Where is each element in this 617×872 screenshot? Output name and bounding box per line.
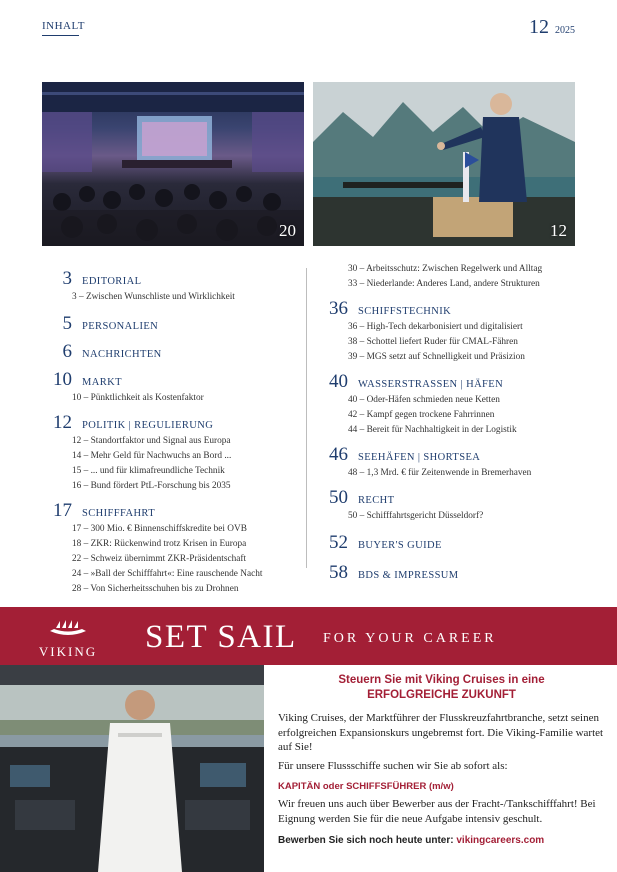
- photo-page-number: 12: [550, 221, 567, 240]
- toc-section-title: SCHIFFSTECHNIK: [358, 306, 452, 317]
- ad-banner[interactable]: [0, 607, 617, 665]
- toc-section-title: SEEHÄFEN | SHORTSEA: [358, 452, 481, 463]
- toc-page-number: 52: [329, 532, 348, 553]
- toc-section-title: BUYER'S GUIDE: [358, 540, 442, 551]
- toc-entry[interactable]: 38 – Schottel liefert Ruder für CMAL-Fähren: [348, 337, 518, 347]
- ad-paragraph-intro: Viking Cruises, der Marktführer der Flusskreuzfahrtbranche, setzt seinen erfolgreichen Expansionskurs ungebremst fort. Die Viking-Familie wartet auf Sie!: [278, 712, 604, 753]
- toc-entry[interactable]: 14 – Mehr Geld für Nachwuchs an Bord ...: [72, 451, 232, 461]
- toc-page-number: 10: [53, 369, 72, 390]
- toc-section-title: MARKT: [82, 377, 122, 388]
- ad-title-line2: ERFOLGREICHE ZUKUNFT: [367, 689, 516, 701]
- toc-entry[interactable]: 50 – Schifffahrtsgericht Düsseldorf?: [348, 511, 484, 521]
- toc-page-number: 12: [53, 412, 72, 433]
- ad-headline-small: FOR YOUR CAREER: [323, 631, 497, 646]
- toc-entry[interactable]: 16 – Bund fördert PtL-Forschung bis 2035: [72, 481, 231, 491]
- toc-entry[interactable]: 30 – Arbeitsschutz: Zwischen Regelwerk und Alltag: [348, 264, 543, 274]
- issue-number: 12: [529, 16, 549, 38]
- toc-entry[interactable]: 24 – »Ball der Schifffahrt«: Eine rauschende Nacht: [72, 569, 263, 579]
- toc-section-buyers-guide[interactable]: [318, 532, 588, 554]
- toc-section-politik[interactable]: [42, 412, 298, 434]
- toc-entry[interactable]: 17 – 300 Mio. € Binnenschiffskredite bei OVB: [72, 524, 247, 534]
- viking-logo: [32, 619, 104, 660]
- toc-section-title: SCHIFFFAHRT: [82, 508, 156, 519]
- toc-section-title: NACHRICHTEN: [82, 349, 162, 360]
- toc-page-number: 40: [329, 371, 348, 392]
- ad-apply-link[interactable]: vikingcareers.com: [456, 835, 545, 846]
- toc-section-title: POLITIK | REGULIERUNG: [82, 420, 214, 431]
- toc-entry[interactable]: 40 – Oder-Häfen schmieden neue Ketten: [348, 395, 500, 405]
- section-label: INHALT: [42, 20, 85, 36]
- toc-section-schiffstechnik[interactable]: [318, 298, 588, 320]
- toc-section-title: RECHT: [358, 495, 395, 506]
- photo-page-number: 20: [279, 221, 296, 240]
- toc-entry[interactable]: 28 – Von Sicherheitsschuhen bis zu Drohnen: [72, 584, 239, 594]
- toc-entry[interactable]: 44 – Bereit für Nachhaltigkeit in der Logistik: [348, 425, 517, 435]
- toc-section-markt[interactable]: [42, 369, 298, 391]
- toc-entry[interactable]: 18 – ZKR: Rückenwind trotz Krisen in Europa: [72, 539, 247, 549]
- toc-page-number: 58: [329, 562, 348, 583]
- toc-entry[interactable]: 10 – Pünktlichkeit als Kostenfaktor: [72, 393, 204, 403]
- toc-entry[interactable]: 39 – MGS setzt auf Schnelligkeit und Präsizion: [348, 352, 525, 362]
- ad-title-line1: Steuern Sie mit Viking Cruises in eine: [338, 674, 545, 686]
- ad-job-role: KAPITÄN oder SCHIFFSFÜHRER (m/w): [278, 781, 454, 792]
- toc-section-personalien[interactable]: [42, 313, 298, 335]
- speaker-illustration: [313, 82, 575, 246]
- toc-entry[interactable]: 42 – Kampf gegen trockene Fahrrinnen: [348, 410, 495, 420]
- toc-section-schifffahrt[interactable]: [42, 500, 298, 522]
- photo-ship-bridge: [0, 665, 264, 872]
- toc-entry[interactable]: 12 – Standortfaktor und Signal aus Europa: [72, 436, 231, 446]
- toc-page-number: 36: [329, 298, 348, 319]
- toc-page-number: 46: [329, 444, 348, 465]
- toc-page-number: 3: [62, 268, 72, 289]
- column-divider: [306, 268, 307, 568]
- toc-page-number: 6: [62, 341, 72, 362]
- toc-left-column: [42, 262, 298, 597]
- event-hall-illustration: [42, 82, 304, 246]
- toc-entry[interactable]: 22 – Schweiz übernimmt ZKR-Präsidentschaft: [72, 554, 247, 564]
- toc-section-recht[interactable]: [318, 487, 588, 509]
- toc-entry[interactable]: 33 – Niederlande: Anderes Land, andere Strukturen: [348, 279, 540, 289]
- toc-section-title: PERSONALIEN: [82, 321, 159, 332]
- toc-page-number: 5: [62, 313, 72, 334]
- ad-paragraph-applicants: Wir freuen uns auch über Bewerber aus der Fracht-/Tankschifffahrt! Bei Eignung werden Sie für die neue Aufgabe intensiv geschult.: [278, 798, 596, 825]
- ad-apply-line: [278, 835, 605, 846]
- toc-section-wasserstrassen[interactable]: [318, 371, 588, 393]
- toc-section-impressum[interactable]: [318, 562, 588, 584]
- viking-logo-text: VIKING: [38, 644, 98, 659]
- ad-paragraph-search: Für unsere Flussschiffe suchen wir Sie ab sofort als:: [278, 759, 508, 772]
- toc-entry[interactable]: 36 – High-Tech dekarbonisiert und digitalisiert: [348, 322, 523, 332]
- photo-event-hall: [42, 82, 304, 246]
- ad-headline-big: SET SAIL: [145, 619, 297, 655]
- toc-entry[interactable]: 3 – Zwischen Wunschliste und Wirklichkeit: [72, 292, 235, 302]
- toc-section-seehaefen[interactable]: [318, 444, 588, 466]
- toc-page-number: 50: [329, 487, 348, 508]
- toc-section-title: WASSERSTRASSEN | HÄFEN: [358, 379, 504, 390]
- viking-ship-icon: [48, 619, 88, 637]
- toc-section-editorial[interactable]: [42, 268, 298, 290]
- ad-text-block: [264, 665, 617, 872]
- ad-apply-label: Bewerben Sie sich noch heute unter:: [278, 835, 454, 846]
- toc-entry[interactable]: 48 – 1,3 Mrd. € für Zeitenwende in Bremerhaven: [348, 468, 532, 478]
- photo-speaker: [313, 82, 575, 246]
- ship-bridge-illustration: [0, 665, 264, 872]
- toc-section-title: BDS & IMPRESSUM: [358, 570, 459, 581]
- toc-entry[interactable]: 15 – ... und für klimafreundliche Technik: [72, 466, 225, 476]
- toc-section-nachrichten[interactable]: [42, 341, 298, 363]
- issue-year: 2025: [555, 25, 575, 36]
- toc-section-title: EDITORIAL: [82, 276, 142, 287]
- toc-page-number: 17: [53, 500, 72, 521]
- toc-right-column: [318, 262, 588, 584]
- issue-info: [529, 16, 575, 39]
